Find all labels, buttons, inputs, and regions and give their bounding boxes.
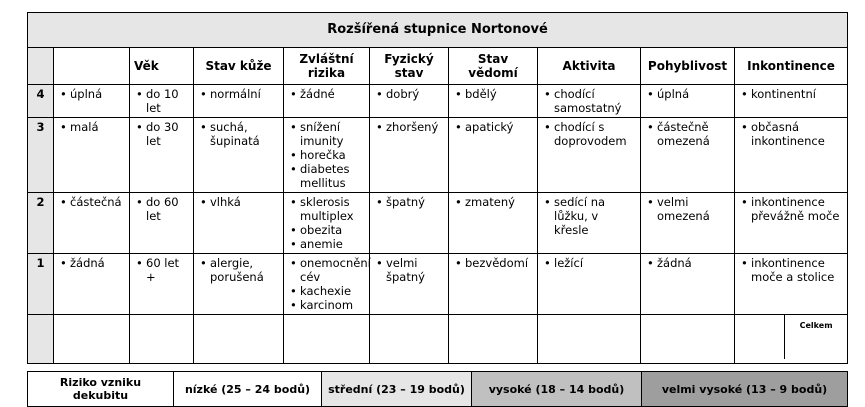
header-blank — [28, 48, 54, 85]
list-item: • do 10 let — [146, 87, 189, 115]
header-vedomi: Stav vědomí — [449, 48, 538, 85]
total-input-box — [735, 315, 785, 359]
list-item: • 60 let + — [146, 256, 189, 284]
list-item: • vlhká — [210, 195, 279, 209]
table-title: Rozšířená stupnice Nortonové — [28, 13, 848, 48]
list-item: • kontinentní — [751, 87, 843, 101]
list-item: • velmi omezená — [657, 195, 730, 223]
cell-rizika — [284, 254, 370, 315]
header-kuze: Stav kůže — [194, 48, 284, 85]
header-pohyblivost: Pohyblivost — [641, 48, 735, 85]
list-item: • žádná — [70, 256, 125, 270]
score-row — [28, 85, 848, 118]
total-cell — [735, 315, 848, 364]
list-item: • onemocnění cév — [300, 256, 365, 284]
list-item: • žádné — [300, 87, 365, 101]
list-item: • anemie — [300, 237, 365, 251]
list-item: • ležící — [554, 256, 636, 270]
header-inkontinence: Inkontinence — [735, 48, 848, 85]
cell-inkontinence — [735, 254, 848, 315]
cell-inkontinence — [735, 118, 848, 193]
cell-first — [54, 193, 130, 254]
cell-vek — [130, 193, 194, 254]
total-row — [28, 315, 848, 364]
list-item: • špatný — [386, 195, 444, 209]
list-item: • horečka — [300, 148, 365, 162]
list-item: • karcinom — [300, 298, 365, 312]
list-item: • do 30 let — [146, 120, 189, 148]
cell-pohyblivost — [641, 118, 735, 193]
list-item: • chodící samostatný — [554, 87, 636, 115]
cell-vek — [130, 118, 194, 193]
cell-kuze — [194, 85, 284, 118]
list-item: • malá — [70, 120, 125, 134]
list-item: • bezvědomí — [465, 256, 533, 270]
cell-kuze — [194, 118, 284, 193]
list-item: • do 60 let — [146, 195, 189, 223]
list-item: • kachexie — [300, 284, 365, 298]
list-item: • úplná — [70, 87, 125, 101]
list-item: • sklerosis multiplex — [300, 195, 365, 223]
cell-inkontinence — [735, 193, 848, 254]
cell-aktivita — [538, 85, 641, 118]
list-item: • snížení imunity — [300, 120, 365, 148]
list-item: • žádná — [657, 256, 730, 270]
list-item: • částečně omezená — [657, 120, 730, 148]
cell-rizika — [284, 85, 370, 118]
list-item: • chodící s doprovodem — [554, 120, 636, 148]
header-aktivita: Aktivita — [538, 48, 641, 85]
cell-vek — [130, 85, 194, 118]
score-value: 4 — [28, 85, 54, 118]
risk-label: Riziko vzniku dekubitu — [28, 372, 174, 407]
header-rizika: Zvláštní rizika — [284, 48, 370, 85]
cell-rizika — [284, 193, 370, 254]
cell-rizika — [284, 118, 370, 193]
risk-level-low: nízké (25 – 24 bodů) — [174, 372, 322, 407]
header-vek: Věk — [130, 48, 194, 85]
list-item: • částečná — [70, 195, 125, 209]
list-item: • apatický — [465, 120, 533, 134]
header-blank-first — [54, 48, 130, 85]
list-item: • suchá, šupinatá — [210, 120, 279, 148]
cell-first — [54, 118, 130, 193]
risk-table — [27, 371, 848, 407]
list-item: • občasná inkontinence — [751, 120, 843, 148]
list-item: • inkontinence moče a stolice — [751, 256, 843, 284]
list-item: • zhoršený — [386, 120, 444, 134]
list-item: • zmatený — [465, 195, 533, 209]
cell-first — [54, 254, 130, 315]
cell-aktivita — [538, 254, 641, 315]
cell-pohyblivost — [641, 85, 735, 118]
list-item: • bdělý — [465, 87, 533, 101]
list-item: • velmi špatný — [386, 256, 444, 284]
list-item: • úplná — [657, 87, 730, 101]
header-row — [28, 48, 848, 85]
cell-pohyblivost — [641, 193, 735, 254]
cell-kuze — [194, 254, 284, 315]
cell-vedomi — [449, 193, 538, 254]
score-row — [28, 118, 848, 193]
list-item: • inkontinence převážně moče — [751, 195, 843, 223]
cell-vedomi — [449, 118, 538, 193]
header-fyzicky: Fyzický stav — [370, 48, 449, 85]
score-value: 1 — [28, 254, 54, 315]
cell-fyzicky — [370, 118, 449, 193]
cell-fyzicky — [370, 193, 449, 254]
list-item: • normální — [210, 87, 279, 101]
list-item: • alergie, porušená — [210, 256, 279, 284]
list-item: • obezita — [300, 223, 365, 237]
score-value: 3 — [28, 118, 54, 193]
cell-vedomi — [449, 254, 538, 315]
list-item: • sedící na lůžku, v křesle — [554, 195, 636, 237]
cell-kuze — [194, 193, 284, 254]
score-row — [28, 254, 848, 315]
norton-scale — [27, 12, 847, 407]
cell-pohyblivost — [641, 254, 735, 315]
score-value: 2 — [28, 193, 54, 254]
cell-first — [54, 85, 130, 118]
cell-aktivita — [538, 118, 641, 193]
cell-aktivita — [538, 193, 641, 254]
risk-level-medium: střední (23 – 19 bodů) — [322, 372, 472, 407]
risk-level-high: vysoké (18 – 14 bodů) — [472, 372, 642, 407]
cell-fyzicky — [370, 254, 449, 315]
cell-inkontinence — [735, 85, 848, 118]
total-label: Celkem — [799, 321, 833, 330]
score-row — [28, 193, 848, 254]
cell-fyzicky — [370, 85, 449, 118]
risk-level-very-high: velmi vysoké (13 – 9 bodů) — [642, 372, 848, 407]
norton-table — [27, 12, 848, 364]
list-item: • diabetes mellitus — [300, 162, 365, 190]
cell-vek — [130, 254, 194, 315]
list-item: • dobrý — [386, 87, 444, 101]
cell-vedomi — [449, 85, 538, 118]
